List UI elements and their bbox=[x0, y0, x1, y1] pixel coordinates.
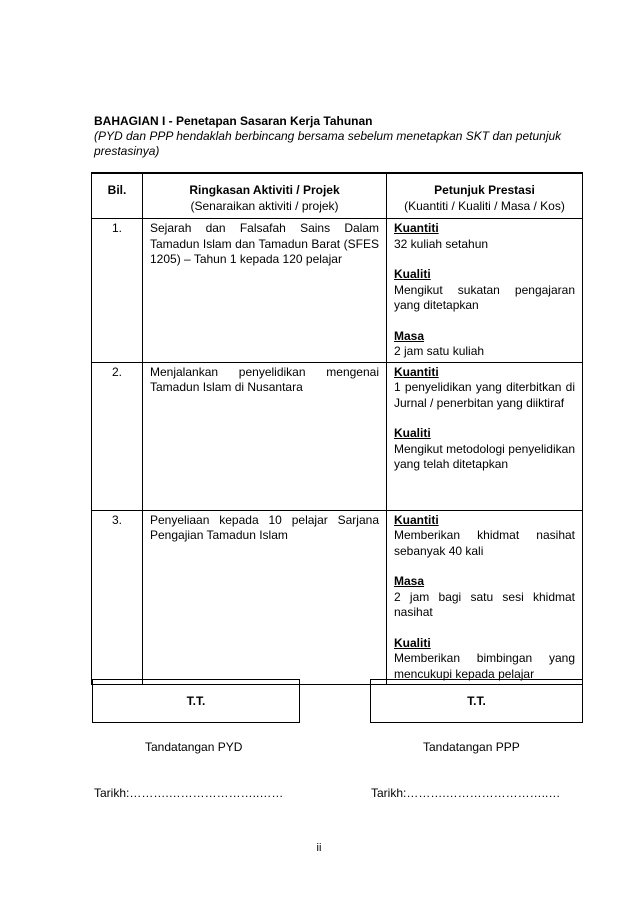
header-bil: Bil. bbox=[92, 173, 143, 219]
indicator-text: 1 penyelidikan yang diterbitkan di Jurnal / penerbitan yang diiktiraf bbox=[394, 380, 575, 410]
indicator-section bbox=[394, 513, 575, 560]
skt-table bbox=[91, 172, 583, 685]
indicator-section bbox=[394, 636, 575, 683]
indicator-text: Mengikut metodologi penyelidikan yang telah ditetapkan bbox=[394, 441, 575, 471]
table-row bbox=[92, 510, 583, 685]
indicator-cell bbox=[387, 510, 583, 685]
ppp-signature-label: Tandatangan PPP bbox=[423, 740, 520, 754]
indicator-title: Kualiti bbox=[394, 635, 431, 650]
indicator-text: Mengikut sukatan pengajaran yang ditetapkan bbox=[394, 282, 575, 312]
indicator-section bbox=[394, 365, 575, 412]
indicator-section bbox=[394, 574, 575, 621]
indicator-title: Kuantiti bbox=[394, 364, 439, 379]
indicator-section bbox=[394, 426, 575, 473]
pyd-signature-label: Tandatangan PYD bbox=[145, 740, 243, 754]
indicator-cell bbox=[387, 362, 583, 510]
ppp-signature-box[interactable]: T.T. bbox=[370, 679, 583, 723]
row-number: 1. bbox=[92, 219, 143, 363]
indicator-section bbox=[394, 329, 575, 360]
indicator-title: Kualiti bbox=[394, 426, 431, 440]
indicator-text: Memberikan khidmat nasihat sebanyak 40 kali bbox=[394, 528, 575, 558]
indicator-section bbox=[394, 267, 575, 314]
indicator-title: Masa bbox=[394, 574, 425, 588]
section-title: BAHAGIAN I - Penetapan Sasaran Kerja Tahunan bbox=[94, 114, 373, 128]
section-heading bbox=[94, 114, 594, 159]
table-row bbox=[92, 219, 583, 363]
header-indicator bbox=[387, 173, 583, 219]
indicator-title: Kuantiti bbox=[394, 221, 439, 235]
header-activity-title: Ringkasan Aktiviti / Projek bbox=[189, 183, 340, 197]
ppp-date-field[interactable]: Tarikh:……….……………………..… bbox=[371, 786, 561, 800]
indicator-cell bbox=[387, 219, 583, 363]
indicator-text: 2 jam satu kuliah bbox=[394, 344, 485, 358]
indicator-text: Memberikan bimbingan yang mencukupi kepada pelajar bbox=[394, 651, 575, 681]
indicator-title: Kualiti bbox=[394, 267, 431, 281]
header-activity-note: (Senaraikan aktiviti / projek) bbox=[190, 199, 339, 213]
page-number: ii bbox=[316, 842, 322, 854]
indicator-text: 32 kuliah setahun bbox=[394, 236, 489, 251]
indicator-title: Masa bbox=[394, 328, 425, 343]
table-row bbox=[92, 362, 583, 510]
row-number: 3. bbox=[92, 510, 143, 685]
row-number: 2. bbox=[92, 362, 143, 510]
activity-description: Penyeliaan kepada 10 pelajar Sarjana Pengajian Tamadun Islam bbox=[143, 510, 387, 685]
header-indicator-title: Petunjuk Prestasi bbox=[434, 183, 535, 197]
indicator-text: 2 jam bagi satu sesi khidmat nasihat bbox=[394, 589, 575, 619]
pyd-signature-box[interactable]: T.T. bbox=[92, 679, 300, 723]
table-header-row bbox=[92, 173, 583, 219]
pyd-date-field[interactable]: Tarikh:……….…………………..…… bbox=[94, 786, 284, 800]
header-indicator-note: (Kuantiti / Kualiti / Masa / Kos) bbox=[404, 199, 565, 213]
section-subtitle: (PYD dan PPP hendaklah berbincang bersama sebelum menetapkan SKT dan petunjuk prestasinya) bbox=[94, 129, 562, 158]
indicator-title: Kuantiti bbox=[394, 512, 439, 527]
indicator-section bbox=[394, 221, 575, 252]
header-activity bbox=[143, 173, 387, 219]
activity-description: Sejarah dan Falsafah Sains Dalam Tamadun Islam dan Tamadun Barat (SFES 1205) – Tahun 1 kepada 120 pelajar bbox=[143, 219, 387, 363]
activity-description: Menjalankan penyelidikan mengenai Tamadun Islam di Nusantara bbox=[143, 362, 387, 510]
